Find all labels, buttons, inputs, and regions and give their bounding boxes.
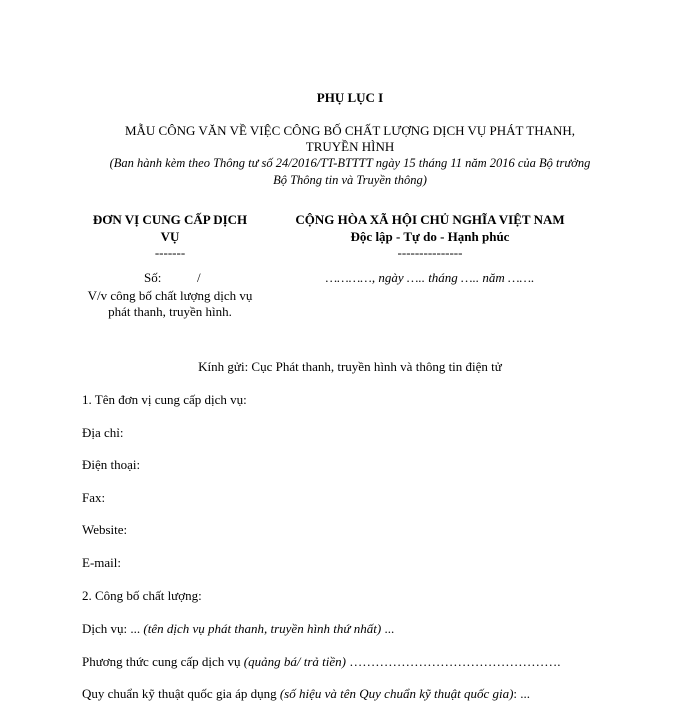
heading-line-2: TRUYỀN HÌNH — [305, 139, 395, 154]
field-address: Địa chỉ: — [82, 425, 124, 440]
method-tail: …………………………………………. — [345, 654, 561, 669]
service-tail: ... — [381, 621, 395, 636]
item-1-provider-name: 1. Tên đơn vị cung cấp dịch vụ: — [82, 392, 247, 407]
standard-tail: : ... — [513, 686, 531, 701]
org-divider: ------- — [154, 245, 186, 260]
field-fax: Fax: — [82, 490, 106, 505]
org-name-line-1: ĐƠN VỊ CUNG CẤP DỊCH — [92, 212, 248, 227]
standard-label: Quy chuẩn kỹ thuật quốc gia áp dụng — [82, 686, 280, 701]
heading-line-1: MẪU CÔNG VĂN VỀ VIỆC CÔNG BỐ CHẤT LƯỢNG DỊCH VỤ PHÁT THANH, — [124, 123, 576, 138]
appendix-title: PHỤ LỤC I — [316, 90, 384, 105]
field-email: E-mail: — [82, 555, 121, 570]
subject-line-1: V/v công bố chất lượng dịch vụ — [87, 288, 253, 303]
doc-number-slash: / — [197, 270, 201, 285]
national-title: CỘNG HÒA XÃ HỘI CHỦ NGHĨA VIỆT NAM — [295, 212, 565, 227]
field-website: Website: — [82, 522, 128, 537]
field-phone: Điện thoại: — [82, 457, 141, 472]
org-name-line-2: VỤ — [160, 229, 180, 244]
date-line: …………, ngày ….. tháng ….. năm ……. — [325, 270, 535, 285]
method-hint: (quảng bá/ trả tiền) — [243, 654, 346, 669]
service-line — [82, 621, 394, 637]
issued-note-line-2: Bộ Thông tin và Truyền thông) — [273, 173, 427, 187]
service-hint: (tên dịch vụ phát thanh, truyền hình thứ nhất) — [143, 621, 382, 636]
subject-line-2: phát thanh, truyền hình. — [108, 304, 232, 319]
method-label: Phương thức cung cấp dịch vụ — [82, 654, 244, 669]
service-label: Dịch vụ: ... — [82, 621, 144, 636]
national-motto: Độc lập - Tự do - Hạnh phúc — [350, 229, 510, 244]
standard-hint: (số hiệu và tên Quy chuẩn kỹ thuật quốc gia) — [279, 686, 514, 701]
doc-number-label: Số: — [144, 270, 162, 285]
motto-divider: --------------- — [397, 245, 463, 260]
recipient-line: Kính gửi: Cục Phát thanh, truyền hình và thông tin điện tử — [198, 359, 502, 374]
issued-note-line-1: (Ban hành kèm theo Thông tư số 24/2016/TT-BTTTT ngày 15 tháng 11 năm 2016 của Bộ trưởng — [109, 156, 591, 170]
method-line — [82, 654, 560, 670]
item-2-quality-declaration: 2. Công bố chất lượng: — [82, 588, 202, 603]
